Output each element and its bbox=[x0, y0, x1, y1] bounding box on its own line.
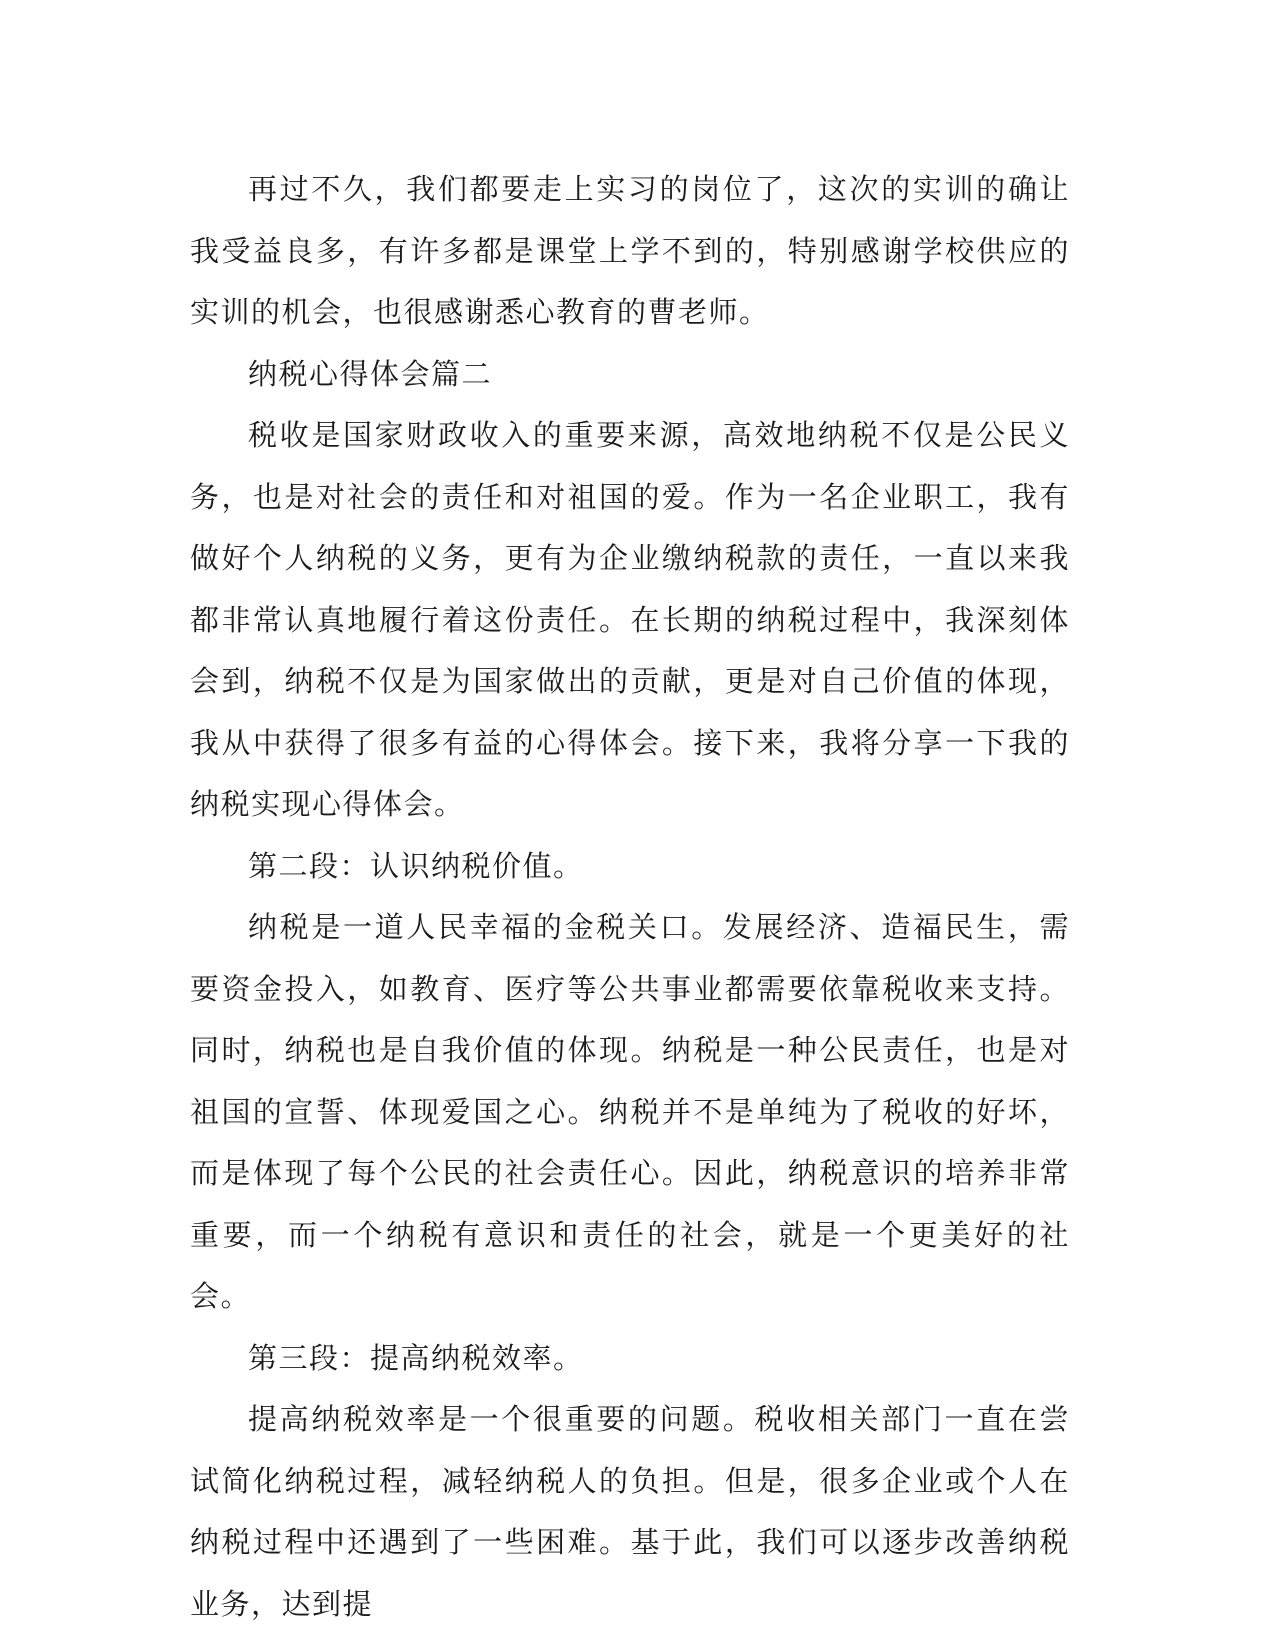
paragraph-tax-introduction: 税收是国家财政收入的重要来源，高效地纳税不仅是公民义务，也是对社会的责任和对祖国的爱。作为一名企业职工，我有做好个人纳税的义务，更有为企业缴纳税款的责任，一直以来我都非常认真地履行着这份责任。在长期的纳税过程中，我深刻体会到，纳税不仅是为国家做出的贡献，更是对自己价值的体现，我从中获得了很多有益的心得体会。接下来，我将分享一下我的纳税实现心得体会。 bbox=[190, 418, 1070, 821]
section-heading-tax-value: 第二段：认识纳税价值。 bbox=[248, 848, 584, 883]
section-heading-tax-efficiency: 第三段：提高纳税效率。 bbox=[248, 1340, 584, 1375]
paragraph-tax-value: 纳税是一道人民幸福的金税关口。发展经济、造福民生，需要资金投入，如教育、医疗等公共事业都需要依靠税收来支持。同时，纳税也是自我价值的体现。纳税是一种公民责任，也是对祖国的宣誓、体现爱国之心。纳税并不是单纯为了税收的好坏，而是体现了每个公民的社会责任心。因此，纳税意识的培养非常重要，而一个纳税有意识和责任的社会，就是一个更美好的社会。 bbox=[190, 910, 1070, 1313]
section-title-part-two: 纳税心得体会篇二 bbox=[248, 356, 493, 391]
document-body bbox=[190, 159, 1070, 1635]
paragraph-internship-closing: 再过不久，我们都要走上实习的岗位了，这次的实训的确让我受益良多，有许多都是课堂上学不到的，特别感谢学校供应的实训的机会，也很感谢悉心教育的曹老师。 bbox=[190, 172, 1070, 329]
paragraph-tax-efficiency: 提高纳税效率是一个很重要的问题。税收相关部门一直在尝试简化纳税过程，减轻纳税人的负担。但是，很多企业或个人在纳税过程中还遇到了一些困难。基于此，我们可以逐步改善纳税业务，达到提 bbox=[190, 1402, 1070, 1621]
